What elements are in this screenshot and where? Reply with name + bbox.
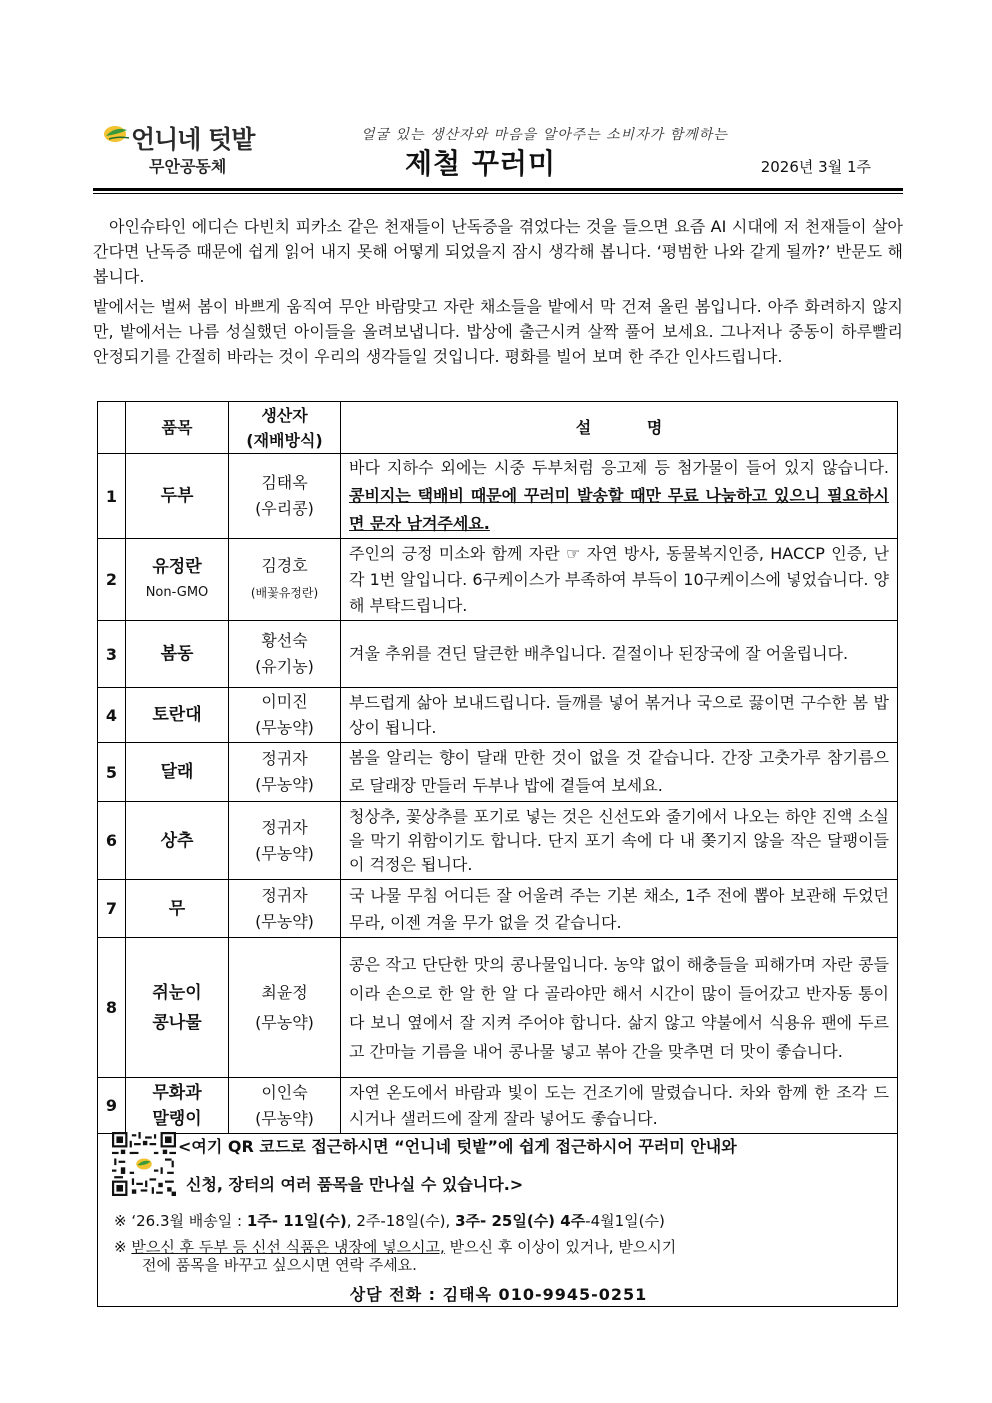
row-number: 5 bbox=[98, 743, 126, 802]
header-item: 품목 bbox=[126, 402, 229, 454]
issue-date: 2026년 3월 1주 bbox=[760, 158, 871, 176]
producer-name: 김경호 bbox=[261, 556, 308, 575]
table-row bbox=[98, 1078, 898, 1134]
item-description bbox=[341, 454, 898, 539]
item-name: 봄동 bbox=[126, 621, 229, 688]
farming-method: (무농약) bbox=[255, 718, 314, 737]
contact-phone[interactable]: 상담 전화 : 김태옥 010-9945-0251 bbox=[349, 1285, 648, 1304]
table-row bbox=[98, 688, 898, 743]
item-cell bbox=[126, 1078, 229, 1134]
notice-underlined: 받으신 후 두부 등 신선 식품은 냉장에 넣으시고, bbox=[131, 1238, 445, 1256]
delivery-schedule bbox=[114, 1210, 665, 1231]
row-number: 1 bbox=[98, 454, 126, 539]
intro-paragraph-1: 아인슈타인 에디슨 다빈치 피카소 같은 천재들이 난독증을 겪었다는 것을 들으면 요즘 AI 시대에 저 천재들이 살아간다면 난독증 때문에 쉽게 읽어 내지 못해 어떻게 되었을지 잠시 생각해 봅니다. ‘평범한 나와 같게 될까?’ 반문도 해 봅니다. bbox=[93, 217, 903, 286]
schedule-week3: 3주- 25일(수) 4주 bbox=[455, 1212, 586, 1230]
item-cell bbox=[126, 938, 229, 1078]
header-rule-thin bbox=[93, 193, 903, 194]
row-number: 8 bbox=[98, 938, 126, 1078]
producer-name: 이미진 bbox=[261, 692, 308, 711]
tagline: 얼굴 있는 생산자와 마음을 알아주는 소비자가 함께하는 bbox=[361, 127, 728, 143]
item-name-line2: 말랭이 bbox=[152, 1108, 202, 1129]
table-row bbox=[98, 621, 898, 688]
item-description: 자연 온도에서 바람과 빛이 도는 건조기에 말렸습니다. 차와 함께 한 조각 드시거나 샐러드에 잘게 잘라 넣어도 좋습니다. bbox=[341, 1078, 898, 1134]
producer-cell bbox=[229, 688, 341, 743]
producer-name: 최윤정 bbox=[261, 982, 308, 1002]
header-rule-thick bbox=[93, 188, 903, 191]
farming-method: (우리콩) bbox=[255, 499, 314, 518]
table-row bbox=[98, 454, 898, 539]
description-emphasis: 콩비지는 택배비 때문에 꾸러미 발송할 때만 무료 나눔하고 있으니 필요하시면 문자 남겨주세요. bbox=[349, 486, 889, 533]
item-description: 콩은 작고 단단한 맛의 콩나물입니다. 농약 없이 해충들을 피해가며 자란 콩들이라 손으로 한 알 한 알 다 골라야만 해서 시간이 많이 들어갔고 반자동 통이다 보니 옆에서 잘 지켜 주어야 합니다. 삶지 않고 약불에서 식용유 팬에 두르고 간마늘 기름을 내어 콩나물 넣고 볶아 간을 맞추면 더 맛이 좋습니다. bbox=[341, 938, 898, 1078]
item-name: 달래 bbox=[126, 743, 229, 802]
item-description: 겨울 추위를 견딘 달큰한 배추입니다. 겉절이나 된장국에 잘 어울립니다. bbox=[341, 621, 898, 688]
logo-subtitle: 무안공동체 bbox=[149, 157, 227, 176]
schedule-week4: -4월1일(수) bbox=[585, 1212, 665, 1230]
producer-cell bbox=[229, 880, 341, 938]
page-title: 제철 꾸러미 bbox=[405, 147, 556, 180]
item-description: 청상추, 꽃상추를 포기로 넣는 것은 신선도와 줄기에서 나오는 하얀 진액 소실을 막기 위함이기도 합니다. 단지 포기 속에 다 내 쫒기지 않을 작은 달팽이들이 걱정은 됩니다. bbox=[341, 802, 898, 880]
qr-code-icon[interactable] bbox=[112, 1132, 176, 1196]
item-description: 국 나물 무침 어디든 잘 어울려 주는 기본 채소, 1주 전에 뽑아 보관해 두었던 무라, 이젠 겨울 무가 없을 것 같습니다. bbox=[341, 880, 898, 938]
producer-cell bbox=[229, 621, 341, 688]
logo-name: 언니네 텃밭 bbox=[131, 125, 255, 154]
qr-instruction-line2: 신청, 장터의 여러 품목을 만나실 수 있습니다.> bbox=[186, 1175, 524, 1194]
item-note: Non-GMO bbox=[145, 584, 209, 600]
header-description: 설 명 bbox=[341, 402, 898, 454]
item-name-line2: 콩나물 bbox=[152, 1012, 202, 1033]
storage-notice bbox=[114, 1238, 884, 1274]
producer-cell bbox=[229, 1078, 341, 1134]
schedule-week2: , 2주-18일(수), bbox=[346, 1212, 456, 1230]
producer-name: 김태옥 bbox=[261, 473, 308, 492]
table-row bbox=[98, 743, 898, 802]
producer-name: 이인숙 bbox=[261, 1082, 308, 1102]
producer-name: 정귀자 bbox=[261, 817, 308, 837]
leaf-logo-icon bbox=[103, 124, 133, 144]
item-cell bbox=[126, 539, 229, 621]
intro-text bbox=[93, 214, 903, 374]
producer-cell bbox=[229, 454, 341, 539]
item-description: 주인의 긍정 미소와 함께 자란 ☞ 자연 방사, 동물복지인증, HACCP 인증, 난각 1번 알입니다. 6구케이스가 부족하여 부득이 10구케이스에 넣었습니다. 양해 부탁드립니다. bbox=[341, 539, 898, 621]
farming-method: (무농약) bbox=[255, 1012, 314, 1032]
table-row bbox=[98, 539, 898, 621]
item-name: 유정란 bbox=[152, 556, 202, 577]
farming-method: (무농약) bbox=[255, 775, 314, 794]
producer-name: 황선숙 bbox=[261, 631, 308, 650]
description-text: 바다 지하수 외에는 시중 두부처럼 응고제 등 첨가물이 들어 있지 않습니다. bbox=[349, 458, 889, 477]
producer-name: 정귀자 bbox=[261, 749, 308, 768]
farming-method: (무농약) bbox=[255, 1108, 314, 1128]
item-name: 무 bbox=[126, 880, 229, 938]
table-row bbox=[98, 802, 898, 880]
schedule-prefix: ※ ‘26.3월 배송일 : bbox=[114, 1212, 247, 1230]
farming-method: (유기농) bbox=[255, 657, 314, 676]
producer-cell bbox=[229, 539, 341, 621]
item-name: 토란대 bbox=[126, 688, 229, 743]
row-number: 9 bbox=[98, 1078, 126, 1134]
farming-method: (배꽃유정란) bbox=[250, 586, 319, 600]
item-description: 봄을 알리는 향이 달래 만한 것이 없을 것 같습니다. 간장 고춧가루 참기름으로 달래장 만들러 두부나 밥에 곁들여 보세요. bbox=[341, 743, 898, 802]
producer-cell bbox=[229, 802, 341, 880]
producer-name: 정귀자 bbox=[261, 885, 308, 905]
item-description: 부드럽게 삶아 보내드립니다. 들깨를 넣어 볶거나 국으로 끓이면 구수한 봄 밥상이 됩니다. bbox=[341, 688, 898, 743]
header-method-label: (재배방식) bbox=[246, 430, 323, 450]
notice-rest: 받으신 후 이상이 있거나, 받으시기 bbox=[444, 1238, 677, 1256]
row-number: 6 bbox=[98, 802, 126, 880]
item-name: 무화과 bbox=[152, 1082, 202, 1103]
schedule-week1: 1주- 11일(수) bbox=[246, 1212, 347, 1230]
item-name: 두부 bbox=[126, 454, 229, 539]
row-number: 2 bbox=[98, 539, 126, 621]
logo bbox=[103, 120, 263, 180]
newsletter-header bbox=[93, 118, 903, 196]
header-producer-label: 생산자 bbox=[261, 405, 308, 425]
item-name: 상추 bbox=[126, 802, 229, 880]
header-no bbox=[98, 402, 126, 454]
row-number: 4 bbox=[98, 688, 126, 743]
row-number: 7 bbox=[98, 880, 126, 938]
producer-cell bbox=[229, 938, 341, 1078]
farming-method: (무농약) bbox=[255, 911, 314, 931]
notice-prefix: ※ bbox=[114, 1238, 132, 1256]
notice-line2: 전에 품목을 바꾸고 싶으시면 연락 주세요. bbox=[142, 1256, 417, 1274]
farming-method: (무농약) bbox=[255, 843, 314, 863]
producer-cell bbox=[229, 743, 341, 802]
table-row bbox=[98, 880, 898, 938]
produce-table bbox=[97, 401, 898, 1134]
intro-paragraph-2: 밭에서는 벌써 봄이 바쁘게 움직여 무안 바람맞고 자란 채소들을 밭에서 막 건져 올린 봄입니다. 아주 화려하지 않지만, 밭에서는 나름 성실했던 아이들을 올려보냅니다. 밥상에 출근시켜 살짝 풀어 보세요. 그나저나 중동이 하루빨리 안정되기를 간절히 바라는 것이 우리의 생각들일 것입니다. 평화를 빌어 보며 한 주간 인사드립니다. bbox=[93, 297, 903, 366]
row-number: 3 bbox=[98, 621, 126, 688]
table-header-row bbox=[98, 402, 898, 454]
item-name: 쥐눈이 bbox=[152, 982, 202, 1003]
header-producer bbox=[229, 402, 341, 454]
footer-box bbox=[97, 1128, 898, 1307]
qr-instruction-line1: <여기 QR 코드로 접근하시면 “언니네 텃밭”에 쉽게 접근하시어 꾸러미 안내와 bbox=[178, 1137, 737, 1156]
table-row bbox=[98, 938, 898, 1078]
